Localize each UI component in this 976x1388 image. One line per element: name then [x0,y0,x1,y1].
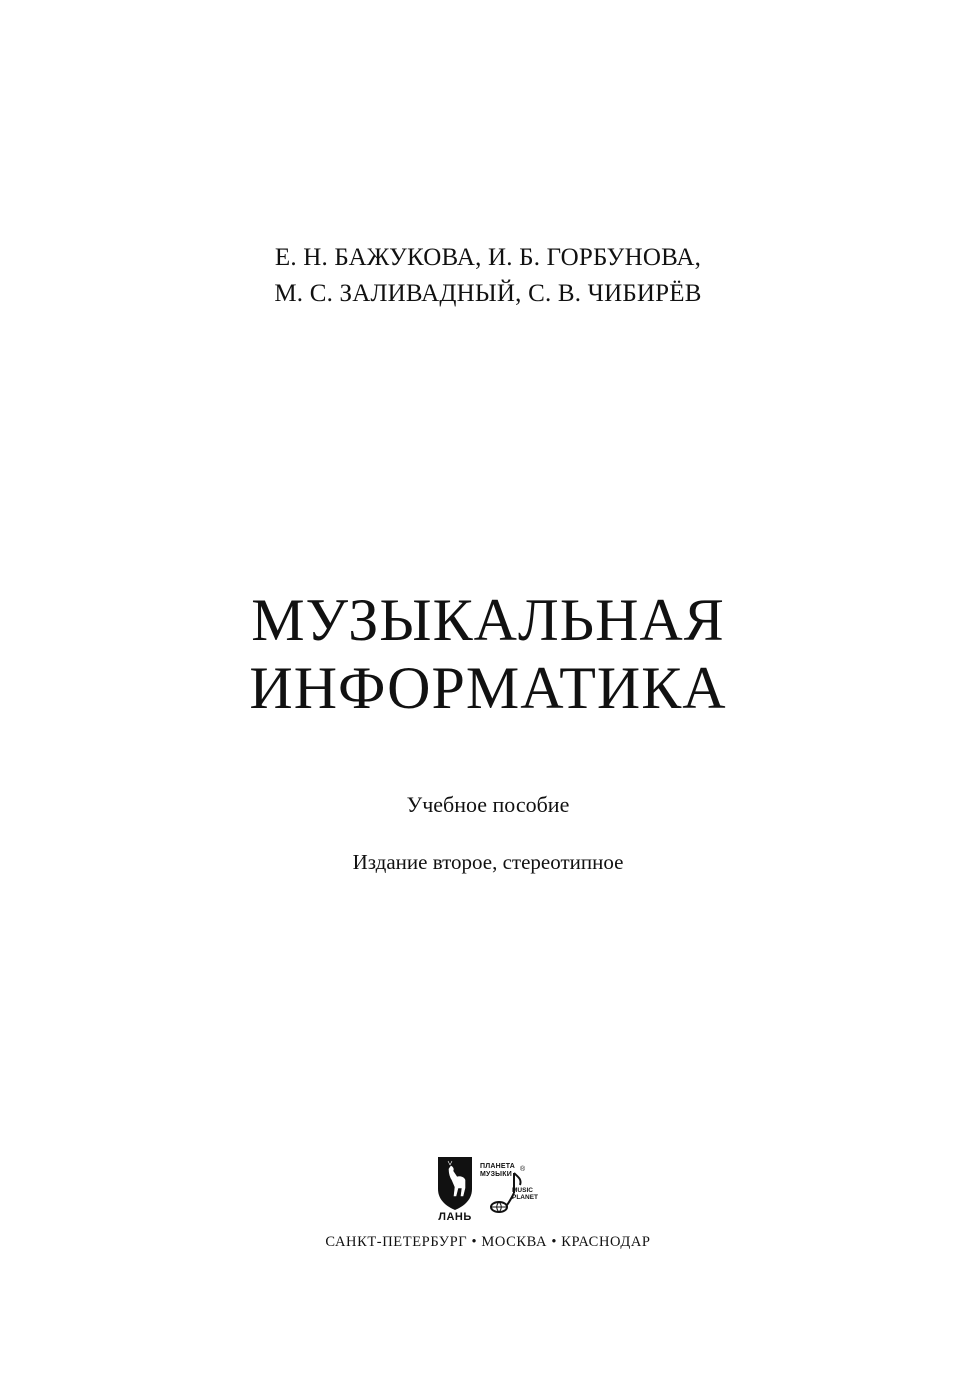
book-subtitle: Учебное пособие [406,792,570,817]
deer-emblem-icon [436,1155,474,1211]
book-title-line-2: ИНФОРМАТИКА [249,655,727,721]
music-planet-ru-text: ПЛАНЕТА МУЗЫКИ [480,1163,516,1178]
authors-line-2: М. С. ЗАЛИВАДНЫЙ, С. В. ЧИБИРЁВ [274,280,702,307]
book-title [0,586,976,722]
authors-line-1: Е. Н. БАЖУКОВА, И. Б. ГОРБУНОВА, [274,244,702,271]
edition-note: Издание второе, стереотипное [352,850,624,874]
music-planet-en-text: MUSIC PLANET [512,1187,538,1201]
music-planet-logo [480,1163,560,1215]
publisher-cities: САНКТ-ПЕТЕРБУРГ • МОСКВА • КРАСНОДАР [325,1234,651,1250]
authors-block [0,240,976,312]
lan-logo [436,1155,474,1227]
book-title-line-1: МУЗЫКАЛЬНАЯ [251,587,725,653]
lan-logo-text: ЛАНЬ [438,1211,472,1223]
publisher-logos [436,1155,556,1227]
registered-mark: ® [520,1166,526,1173]
